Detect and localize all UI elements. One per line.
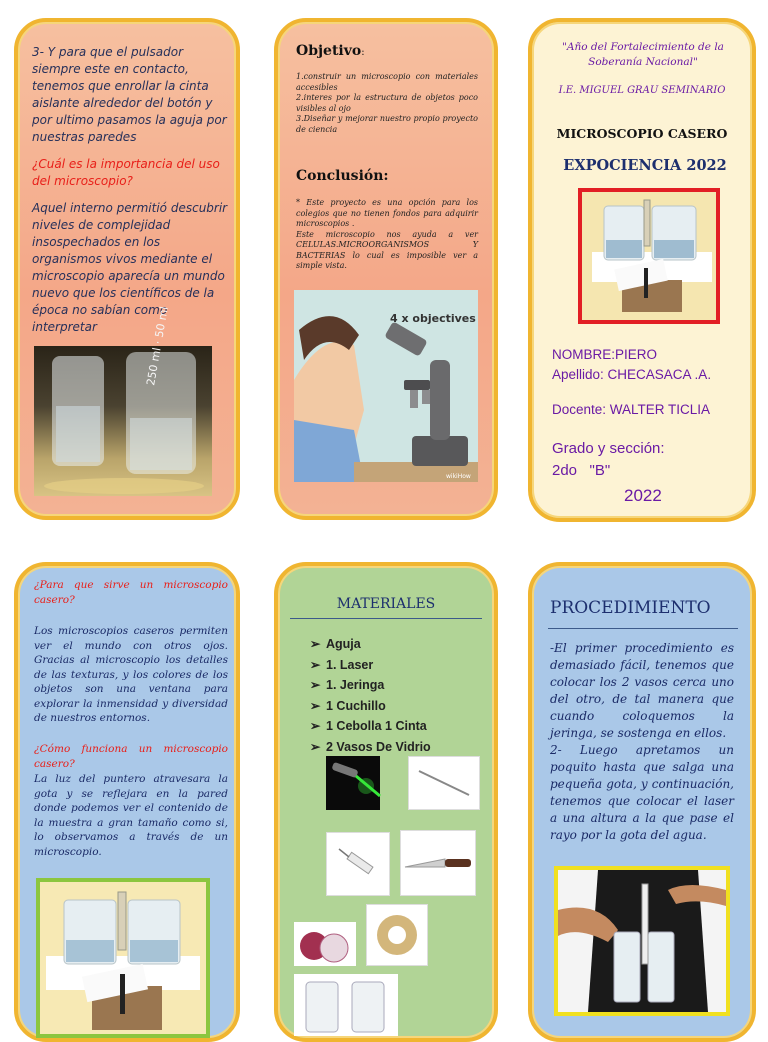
materials-list <box>310 636 431 759</box>
material-item-label: 2 Vasos De Vidrio <box>326 739 431 754</box>
laser-image <box>326 756 380 810</box>
material-item-label: 1 Cuchillo <box>326 698 386 713</box>
knife-icon <box>401 831 475 895</box>
setup-photo <box>36 878 210 1038</box>
bullet-arrow: ➢ <box>310 637 321 651</box>
panel-objective <box>274 18 498 520</box>
grade-label: Grado y sección: <box>552 440 665 457</box>
objetivo-heading <box>296 40 365 59</box>
school-name: I.E. MIGUEL GRAU SEMINARIO <box>558 85 726 96</box>
material-item <box>310 718 431 739</box>
bullet-arrow: ➢ <box>310 678 321 692</box>
motto-text: "Año del Fortalecimiento de la Soberanía Nacional" <box>562 41 724 68</box>
objetivo-text: 1.construir un microscopio con materiales accesibles 2.interes por la estructura de objetos poco visibles al ojo 3.Diseñar y mejorar nuestro propio proyecto de ciencia <box>296 72 478 134</box>
bullet-arrow: ➢ <box>310 719 321 733</box>
syringe-icon <box>327 833 389 895</box>
material-item <box>310 636 431 657</box>
glasses-icon <box>294 974 398 1036</box>
panel-procedure <box>528 562 756 1042</box>
person-microscope-drawing <box>294 290 478 482</box>
bullet-arrow: ➢ <box>310 698 321 713</box>
how-answer: La luz del puntero atravesara la gota y se reflejara en la pared donde podemos ver el contenido de la muestra a gran tamaño como si, lo observamos a través de un microscopio. <box>34 773 228 858</box>
procedure-drawing <box>558 870 726 1012</box>
cover-photo <box>578 188 720 324</box>
cover-year: 2022 <box>624 486 662 505</box>
conclusion-title: Conclusión: <box>296 168 389 184</box>
conclusion-text: * Este proyecto es una opción para los colegios que no tienen fondos para adquirir microscopios . Este microscopio nos ayuda a ver CELULAS.MICROORGANISMOS Y BACTERIAS lo cual es imposible ver a simple vista. <box>296 198 478 270</box>
microscope-setup-drawing <box>582 192 716 320</box>
bullet-arrow: ➢ <box>310 739 321 754</box>
panel-uses <box>14 562 240 1042</box>
panel-materials <box>274 562 498 1042</box>
bullet-arrow: ➢ <box>310 657 321 672</box>
student-apellido: Apellido: CHECASACA .A. <box>552 367 712 382</box>
how-question: ¿Cómo funciona un microscopio casero? <box>34 743 228 770</box>
procedure-text: -El primer procedimiento es demasiado fácil, tenemos que colocar los 2 vasos cerca uno del otro, de tal manera que cuando coloquemos la jeringa, se sostenga en ellos. 2- Luego apretamos un poquito hasta que salga una pequeña gota, y continuación, tenemos que colocar el laser a una altura a la que pase el rayo por la gota del agua. <box>550 641 734 842</box>
teacher-name: Docente: WALTER TICLIA <box>552 402 711 417</box>
objectives-caption: 4 x objectives <box>390 312 476 325</box>
project-title: MICROSCOPIO CASERO <box>556 126 728 141</box>
material-item-label: 1. Jeringa <box>326 678 385 692</box>
glasses-image <box>294 974 398 1036</box>
material-item-label: 1 Cebolla 1 Cinta <box>326 719 427 733</box>
panel-importance <box>14 18 240 520</box>
procedure-rule <box>548 628 738 629</box>
student-nombre: NOMBRE:PIERO <box>552 347 658 362</box>
laser-icon <box>326 756 380 810</box>
material-item-label: Aguja <box>326 637 361 651</box>
importance-answer: Aquel interno permitió descubrir niveles de complejidad insospechados en los organismos vivos mediante el microscopio aparecía un mundo nuevo que los científicos de la época no sabían como interpretar <box>32 201 228 334</box>
setup-drawing <box>40 882 206 1034</box>
uses-question: ¿Para que sirve un microscopio casero? <box>34 579 228 606</box>
needle-icon <box>409 757 479 809</box>
objetivo-colon: : <box>361 47 365 58</box>
material-item <box>310 677 431 698</box>
beaker-marks: 250 ml · 50 ml <box>144 305 171 387</box>
procedure-photo <box>554 866 730 1016</box>
material-item <box>310 698 431 719</box>
materials-rule <box>290 618 482 619</box>
beakers-illustration <box>34 305 212 496</box>
beakers-photo <box>34 305 212 496</box>
procedure-title: PROCEDIMIENTO <box>550 598 711 618</box>
event-name: EXPOCIENCIA 2022 <box>563 157 727 174</box>
importance-question: ¿Cuál es la importancia del uso del microscopio? <box>32 157 220 188</box>
step3-text: 3- Y para que el pulsador siempre este en contacto, tenemos que enrollar la cinta aislante alrededor del botón y por ultimo pasamos la aguja por nuestras paredes <box>32 45 227 144</box>
tape-icon <box>367 905 427 965</box>
material-item <box>310 657 431 678</box>
objetivo-title: Objetivo <box>296 43 362 59</box>
uses-answer: Los microscopios caseros permiten ver el mundo con otros ojos. Gracias al microscopio los detalles de las texturas, y los colores de los objetos son una ventana para explorar la inmensidad y diversidad de nuestros entornos. <box>34 625 228 724</box>
grade-section: 2do "B" <box>552 462 611 479</box>
panel-cover <box>528 18 756 522</box>
syringe-image <box>326 832 390 896</box>
tape-image <box>366 904 428 966</box>
wikihow-watermark: wikiHow <box>446 473 471 480</box>
onion-icon <box>294 922 356 966</box>
onion-image <box>294 922 356 966</box>
needle-image <box>408 756 480 810</box>
material-item-label: 1. Laser <box>326 657 374 672</box>
materials-title: MATERIALES <box>336 596 436 612</box>
microscope-illustration <box>294 290 478 482</box>
knife-image <box>400 830 476 896</box>
